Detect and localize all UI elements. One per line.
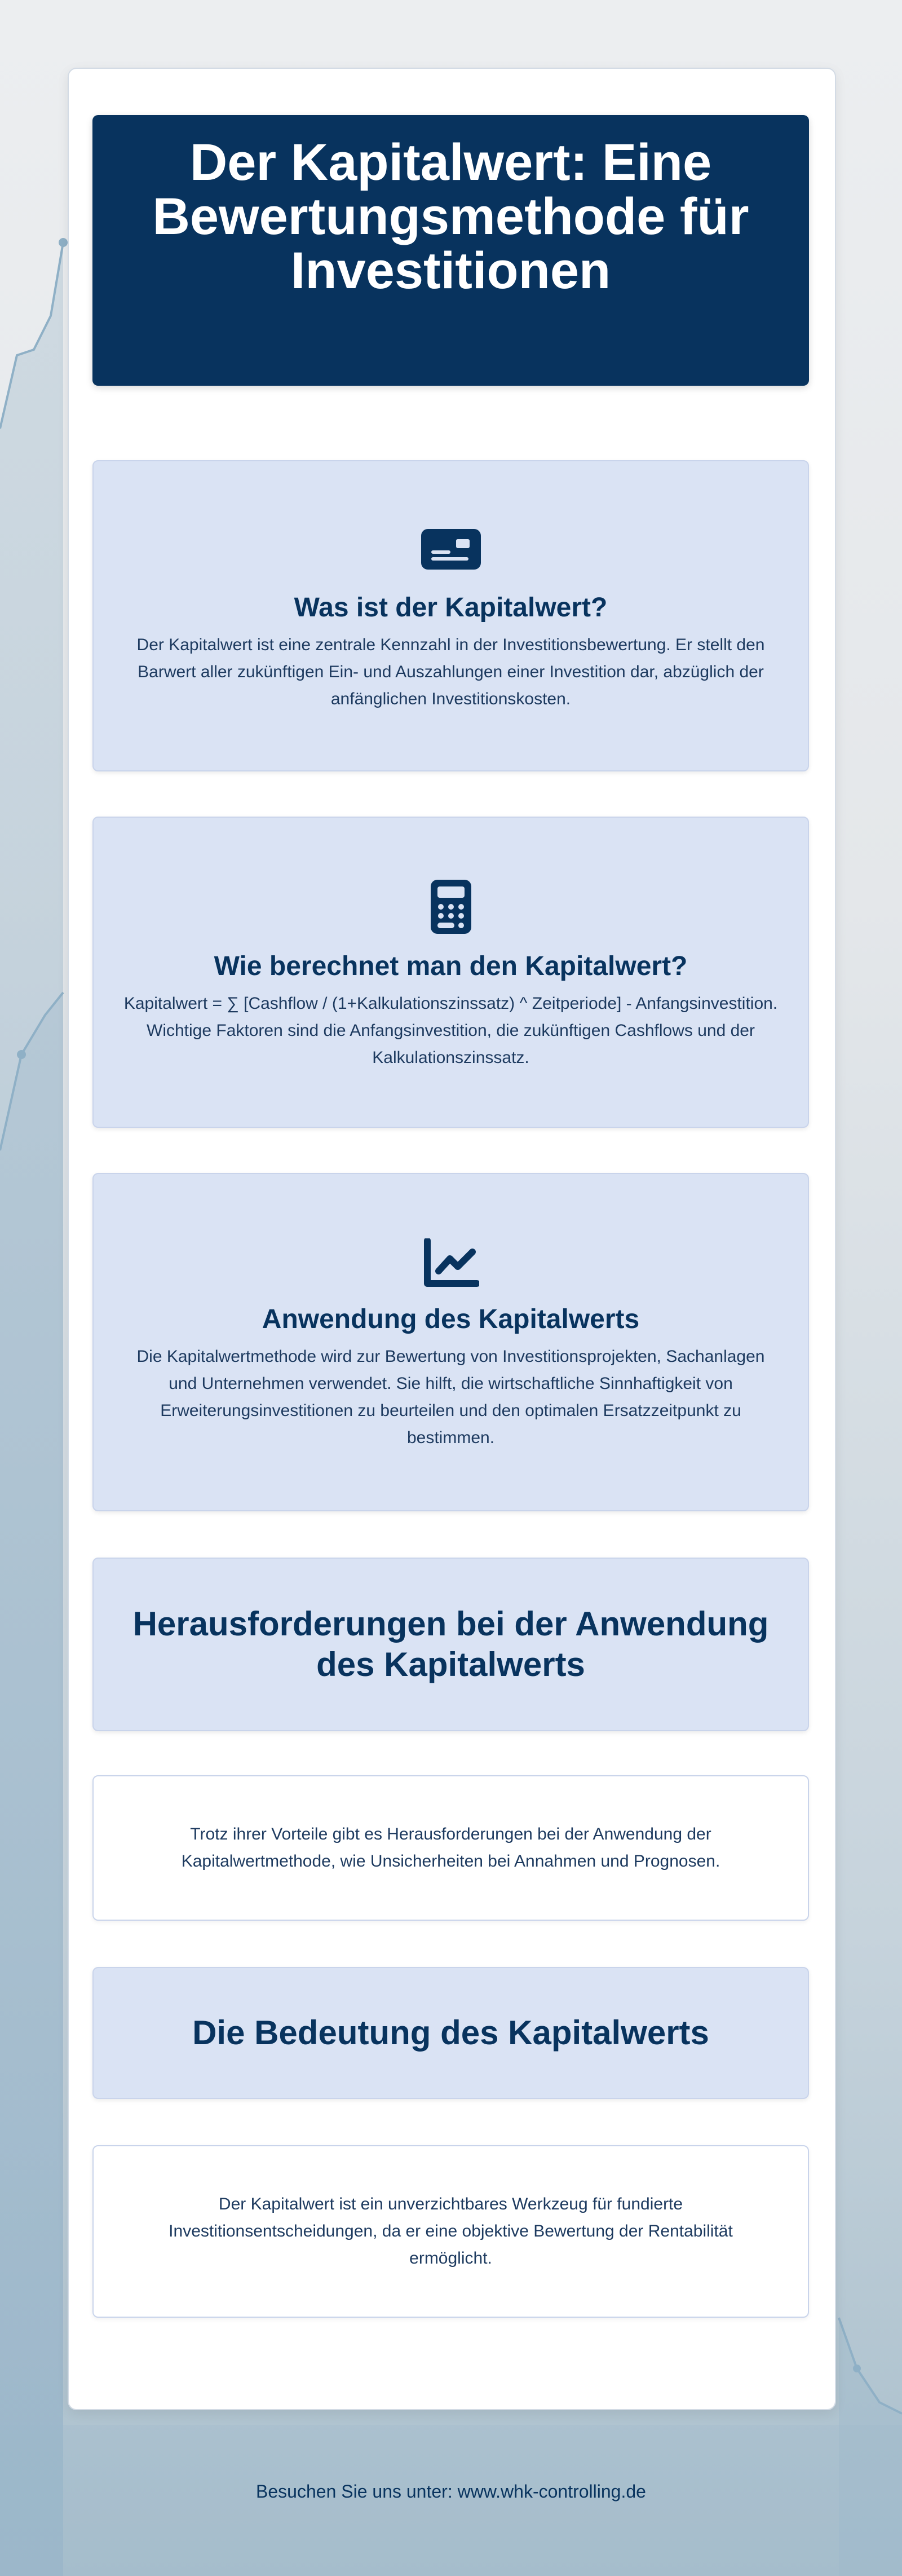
section-title: Was ist der Kapitalwert? [294, 593, 608, 623]
section-text: Die Kapitalwertmethode wird zur Bewertung von Investitionsprojekten, Sachanlagen und Unternehmen verwendet. Sie hilft, die wirtschaftliche Sinnhaftigkeit von Erweiterungsinvestitionen zu beurteilen und den optimalen Ersatzzeitpunkt zu bestimmen. [136, 1347, 765, 1447]
header-banner [92, 115, 809, 386]
challenges-heading-box [92, 1558, 809, 1731]
section-title: Anwendung des Kapitalwerts [262, 1304, 640, 1334]
section-what-is [92, 460, 809, 771]
importance-text-box [92, 2145, 809, 2318]
calculator-icon [430, 879, 472, 935]
challenges-text: Trotz ihrer Vorteile gibt es Herausforderungen bei der Anwendung der Kapitalwertmethode, wie Unsicherheiten bei Annahmen und Prognosen. [181, 1825, 720, 1871]
section-application [92, 1173, 809, 1511]
challenges-title: Herausforderungen bei der Anwendung des Kapitalwerts [132, 1605, 769, 1683]
line-chart-icon [423, 1238, 479, 1288]
importance-text: Der Kapitalwert ist ein unverzichtbares Werkzeug für fundierte Investitionsentscheidungen, da er eine objektive Bewertung der Rentabilität ermöglicht. [169, 2195, 733, 2268]
section-text: Kapitalwert = ∑ [Cashflow / (1+Kalkulationszinssatz) ^ Zeitperiode] - Anfangsinvestition. Wichtige Faktoren sind die Anfangsinvestition, die zukünftigen Cashflows und der Kalkulationszinssatz. [123, 994, 778, 1067]
footer-link[interactable]: Besuchen Sie uns unter: www.whk-controlling.de [256, 2481, 646, 2502]
section-text: Der Kapitalwert ist eine zentrale Kennzahl in der Investitionsbewertung. Er stellt den Barwert aller zukünftigen Ein- und Auszahlungen einer Investition dar, abzüglich der anfänglichen Investitionskosten. [136, 636, 765, 708]
infographic-card [68, 68, 836, 2410]
section-title: Wie berechnet man den Kapitalwert? [214, 951, 688, 981]
importance-heading-box [92, 1967, 809, 2099]
section-calculation [92, 817, 809, 1128]
page-title: Der Kapitalwert: Eine Bewertungsmethode für Investitionen [152, 134, 749, 299]
importance-title: Die Bedeutung des Kapitalwerts [192, 2014, 709, 2052]
challenges-text-box [92, 1775, 809, 1921]
money-bill-icon [420, 528, 482, 571]
